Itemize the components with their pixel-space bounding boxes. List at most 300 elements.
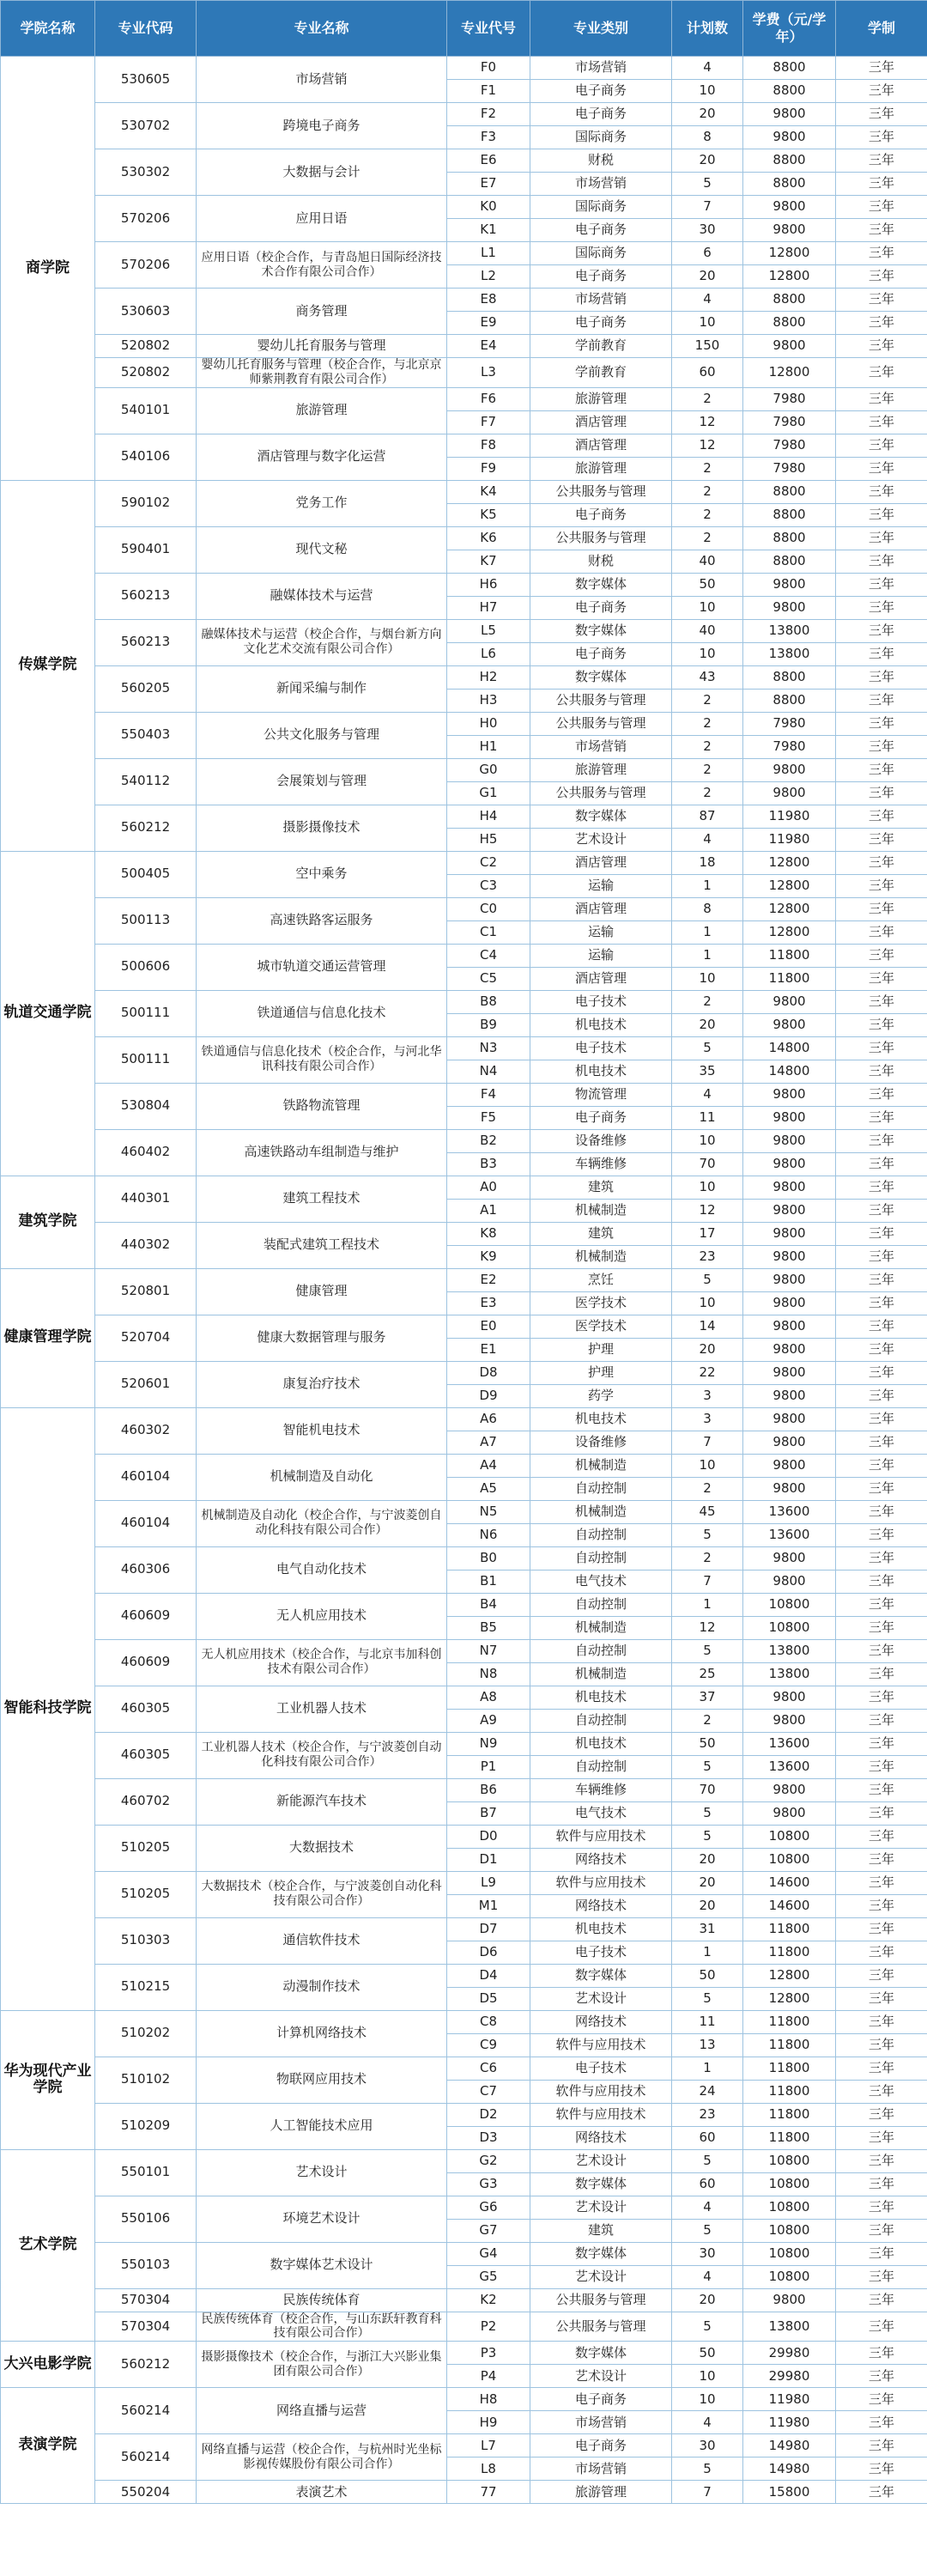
plan-count-cell: 50: [672, 1732, 743, 1755]
duration-cell: 三年: [836, 1801, 927, 1825]
tuition-cell: 9800: [743, 1083, 836, 1106]
tuition-cell: 29980: [743, 2342, 836, 2365]
duration-cell: 三年: [836, 596, 927, 619]
major-category-cell: 软件与应用技术: [530, 2103, 672, 2126]
tuition-cell: 9800: [743, 1315, 836, 1338]
major-id-cell: B3: [447, 1152, 530, 1176]
major-id-cell: P2: [447, 2312, 530, 2342]
tuition-cell: 9800: [743, 1361, 836, 1384]
plan-count-cell: 5: [672, 1268, 743, 1291]
tuition-cell: 11980: [743, 828, 836, 851]
plan-count-cell: 11: [672, 1106, 743, 1129]
major-id-cell: F9: [447, 457, 530, 480]
tuition-cell: 9800: [743, 1454, 836, 1477]
table-row: [1, 480, 927, 503]
major-category-cell: 软件与应用技术: [530, 1825, 672, 1848]
duration-cell: 三年: [836, 196, 927, 219]
major-category-cell: 电子商务: [530, 265, 672, 289]
plan-count-cell: 5: [672, 2458, 743, 2481]
major-name-cell: 动漫制作技术: [197, 1964, 447, 2010]
major-id-cell: C1: [447, 920, 530, 944]
plan-count-cell: 1: [672, 874, 743, 897]
duration-cell: 三年: [836, 1013, 927, 1036]
tuition-cell: 10800: [743, 2242, 836, 2265]
major-category-cell: 艺术设计: [530, 1987, 672, 2010]
major-category-cell: 电子商务: [530, 596, 672, 619]
major-id-cell: B4: [447, 1593, 530, 1616]
major-id-cell: H8: [447, 2388, 530, 2411]
plan-count-cell: 3: [672, 1407, 743, 1431]
table-row: [1, 1593, 927, 1616]
duration-cell: 三年: [836, 1616, 927, 1639]
major-category-cell: 车辆维修: [530, 1152, 672, 1176]
table-row: [1, 335, 927, 358]
major-id-cell: C9: [447, 2033, 530, 2057]
tuition-cell: 9800: [743, 573, 836, 596]
major-name-cell: 智能机电技术: [197, 1407, 447, 1454]
plan-count-cell: 2: [672, 689, 743, 712]
tuition-cell: 8800: [743, 80, 836, 103]
major-category-cell: 数字媒体: [530, 665, 672, 689]
plan-count-cell: 70: [672, 1778, 743, 1801]
college-name-cell: 健康管理学院: [1, 1268, 95, 1407]
tuition-cell: 9800: [743, 1431, 836, 1454]
major-id-cell: A4: [447, 1454, 530, 1477]
duration-cell: 三年: [836, 1848, 927, 1871]
plan-count-cell: 5: [672, 1801, 743, 1825]
major-category-cell: 电子商务: [530, 80, 672, 103]
major-code-cell: 500405: [95, 851, 197, 897]
major-name-cell: 网络直播与运营: [197, 2388, 447, 2434]
duration-cell: 三年: [836, 1686, 927, 1709]
major-id-cell: H7: [447, 596, 530, 619]
table-row: [1, 149, 927, 173]
plan-count-cell: 4: [672, 2265, 743, 2288]
table-row: [1, 1129, 927, 1152]
tuition-cell: 14800: [743, 1060, 836, 1083]
major-code-cell: 440302: [95, 1222, 197, 1268]
plan-count-cell: 12: [672, 410, 743, 434]
plan-count-cell: 60: [672, 2172, 743, 2196]
major-id-cell: P1: [447, 1755, 530, 1778]
major-name-cell: 酒店管理与数字化运营: [197, 434, 447, 480]
major-id-cell: D7: [447, 1917, 530, 1941]
college-name-cell: 传媒学院: [1, 480, 95, 851]
tuition-cell: 9800: [743, 990, 836, 1013]
major-category-cell: 财税: [530, 550, 672, 573]
major-name-cell: 新能源汽车技术: [197, 1778, 447, 1825]
major-id-cell: L3: [447, 358, 530, 388]
major-code-cell: 550106: [95, 2196, 197, 2242]
plan-count-cell: 4: [672, 289, 743, 312]
major-id-cell: C5: [447, 967, 530, 990]
duration-cell: 三年: [836, 1894, 927, 1917]
table-row: [1, 1917, 927, 1941]
tuition-cell: 9800: [743, 1199, 836, 1222]
plan-count-cell: 12: [672, 1199, 743, 1222]
major-name-cell: 空中乘务: [197, 851, 447, 897]
major-id-cell: G2: [447, 2149, 530, 2172]
major-code-cell: 510303: [95, 1917, 197, 1964]
major-code-cell: 530804: [95, 1083, 197, 1129]
duration-cell: 三年: [836, 2242, 927, 2265]
tuition-cell: 13600: [743, 1523, 836, 1546]
plan-count-cell: 7: [672, 196, 743, 219]
duration-cell: 三年: [836, 387, 927, 410]
major-id-cell: E2: [447, 1268, 530, 1291]
plan-count-cell: 20: [672, 1871, 743, 1894]
major-code-cell: 520802: [95, 358, 197, 388]
major-category-cell: 设备维修: [530, 1129, 672, 1152]
major-code-cell: 460305: [95, 1732, 197, 1778]
major-id-cell: B6: [447, 1778, 530, 1801]
plan-count-cell: 30: [672, 219, 743, 242]
major-name-cell: 工业机器人技术（校企合作，与宁波菱创自动化科技有限公司合作）: [197, 1732, 447, 1778]
duration-cell: 三年: [836, 2458, 927, 2481]
header-tuition: 学费（元/学年）: [743, 1, 836, 57]
plan-count-cell: 50: [672, 573, 743, 596]
plan-count-cell: 4: [672, 1083, 743, 1106]
major-name-cell: 融媒体技术与运营: [197, 573, 447, 619]
duration-cell: 三年: [836, 457, 927, 480]
major-id-cell: K8: [447, 1222, 530, 1245]
table-row: [1, 57, 927, 80]
tuition-cell: 8800: [743, 289, 836, 312]
plan-count-cell: 60: [672, 358, 743, 388]
tuition-cell: 12800: [743, 851, 836, 874]
major-category-cell: 公共服务与管理: [530, 2288, 672, 2312]
major-id-cell: E4: [447, 335, 530, 358]
tuition-cell: 7980: [743, 735, 836, 758]
table-row: [1, 1825, 927, 1848]
major-name-cell: 摄影摄像技术（校企合作，与浙江大兴影业集团有限公司合作）: [197, 2342, 447, 2388]
tuition-cell: 11980: [743, 2411, 836, 2434]
plan-count-cell: 1: [672, 1593, 743, 1616]
major-category-cell: 护理: [530, 1338, 672, 1361]
major-category-cell: 电气技术: [530, 1570, 672, 1593]
major-category-cell: 数字媒体: [530, 2242, 672, 2265]
major-code-cell: 510102: [95, 2057, 197, 2103]
plan-count-cell: 20: [672, 265, 743, 289]
major-name-cell: 婴幼儿托育服务与管理: [197, 335, 447, 358]
duration-cell: 三年: [836, 851, 927, 874]
tuition-cell: 11980: [743, 805, 836, 828]
tuition-cell: 11800: [743, 1917, 836, 1941]
plan-count-cell: 2: [672, 758, 743, 781]
major-name-cell: 无人机应用技术（校企合作，与北京韦加科创技术有限公司合作）: [197, 1639, 447, 1686]
tuition-cell: 10800: [743, 2265, 836, 2288]
tuition-cell: 9800: [743, 1546, 836, 1570]
table-row: [1, 1639, 927, 1662]
duration-cell: 三年: [836, 944, 927, 967]
major-code-cell: 570304: [95, 2288, 197, 2312]
tuition-cell: 10800: [743, 2219, 836, 2242]
major-category-cell: 网络技术: [530, 2010, 672, 2033]
plan-count-cell: 20: [672, 2288, 743, 2312]
major-code-cell: 510202: [95, 2010, 197, 2057]
duration-cell: 三年: [836, 2103, 927, 2126]
major-category-cell: 电子商务: [530, 219, 672, 242]
table-row: [1, 1315, 927, 1338]
table-row: [1, 2103, 927, 2126]
tuition-cell: 9800: [743, 1778, 836, 1801]
major-name-cell: 会展策划与管理: [197, 758, 447, 805]
plan-count-cell: 5: [672, 1755, 743, 1778]
plan-count-cell: 14: [672, 1315, 743, 1338]
duration-cell: 三年: [836, 1361, 927, 1384]
major-category-cell: 运输: [530, 874, 672, 897]
major-id-cell: D2: [447, 2103, 530, 2126]
major-category-cell: 酒店管理: [530, 851, 672, 874]
major-name-cell: 电气自动化技术: [197, 1546, 447, 1593]
major-name-cell: 数字媒体艺术设计: [197, 2242, 447, 2288]
duration-cell: 三年: [836, 1152, 927, 1176]
tuition-cell: 14600: [743, 1871, 836, 1894]
major-name-cell: 铁道通信与信息化技术: [197, 990, 447, 1036]
major-id-cell: N7: [447, 1639, 530, 1662]
major-id-cell: D4: [447, 1964, 530, 1987]
tuition-cell: 8800: [743, 149, 836, 173]
major-name-cell: 无人机应用技术: [197, 1593, 447, 1639]
plan-count-cell: 50: [672, 2342, 743, 2365]
duration-cell: 三年: [836, 920, 927, 944]
tuition-cell: 8800: [743, 480, 836, 503]
major-id-cell: H1: [447, 735, 530, 758]
tuition-cell: 9800: [743, 1477, 836, 1500]
plan-count-cell: 45: [672, 1500, 743, 1523]
plan-count-cell: 10: [672, 1291, 743, 1315]
header-major-code: 专业代码: [95, 1, 197, 57]
major-id-cell: L9: [447, 1871, 530, 1894]
table-row: [1, 944, 927, 967]
duration-cell: 三年: [836, 173, 927, 196]
plan-count-cell: 5: [672, 2149, 743, 2172]
major-id-cell: B8: [447, 990, 530, 1013]
tuition-cell: 8800: [743, 173, 836, 196]
tuition-cell: 15800: [743, 2481, 836, 2504]
plan-count-cell: 5: [672, 1825, 743, 1848]
tuition-cell: 12800: [743, 874, 836, 897]
tuition-cell: 9800: [743, 1268, 836, 1291]
table-row: [1, 1964, 927, 1987]
duration-cell: 三年: [836, 2481, 927, 2504]
tuition-cell: 7980: [743, 387, 836, 410]
major-id-cell: A8: [447, 1686, 530, 1709]
major-id-cell: G6: [447, 2196, 530, 2219]
major-code-cell: 540112: [95, 758, 197, 805]
major-name-cell: 党务工作: [197, 480, 447, 526]
tuition-cell: 9800: [743, 103, 836, 126]
tuition-cell: 13800: [743, 2312, 836, 2342]
plan-count-cell: 5: [672, 1523, 743, 1546]
table-row: [1, 1407, 927, 1431]
plan-count-cell: 5: [672, 2219, 743, 2242]
major-name-cell: 铁路物流管理: [197, 1083, 447, 1129]
major-code-cell: 550101: [95, 2149, 197, 2196]
tuition-cell: 9800: [743, 1570, 836, 1593]
major-code-cell: 510205: [95, 1825, 197, 1871]
plan-count-cell: 2: [672, 457, 743, 480]
major-category-cell: 电子商务: [530, 103, 672, 126]
major-id-cell: K7: [447, 550, 530, 573]
major-code-cell: 560213: [95, 619, 197, 665]
major-category-cell: 数字媒体: [530, 2342, 672, 2365]
major-id-cell: E3: [447, 1291, 530, 1315]
major-code-cell: 570206: [95, 242, 197, 289]
major-category-cell: 网络技术: [530, 2126, 672, 2149]
major-name-cell: 健康大数据管理与服务: [197, 1315, 447, 1361]
tuition-cell: 8800: [743, 526, 836, 550]
duration-cell: 三年: [836, 1546, 927, 1570]
plan-count-cell: 31: [672, 1917, 743, 1941]
plan-count-cell: 23: [672, 2103, 743, 2126]
plan-count-cell: 4: [672, 2411, 743, 2434]
duration-cell: 三年: [836, 289, 927, 312]
duration-cell: 三年: [836, 1871, 927, 1894]
tuition-cell: 10800: [743, 1825, 836, 1848]
plan-count-cell: 12: [672, 434, 743, 457]
major-id-cell: F3: [447, 126, 530, 149]
major-category-cell: 艺术设计: [530, 2149, 672, 2172]
major-id-cell: F4: [447, 1083, 530, 1106]
duration-cell: 三年: [836, 2080, 927, 2103]
tuition-cell: 13800: [743, 1639, 836, 1662]
major-category-cell: 公共服务与管理: [530, 526, 672, 550]
major-name-cell: 大数据技术（校企合作，与宁波菱创自动化科技有限公司合作）: [197, 1871, 447, 1917]
major-code-cell: 530302: [95, 149, 197, 196]
tuition-cell: 10800: [743, 2149, 836, 2172]
major-id-cell: C2: [447, 851, 530, 874]
duration-cell: 三年: [836, 1245, 927, 1268]
major-category-cell: 运输: [530, 944, 672, 967]
duration-cell: 三年: [836, 689, 927, 712]
major-category-cell: 电子商务: [530, 503, 672, 526]
major-id-cell: F7: [447, 410, 530, 434]
table-row: [1, 2149, 927, 2172]
plan-count-cell: 1: [672, 944, 743, 967]
major-name-cell: 机械制造及自动化（校企合作，与宁波菱创自动化科技有限公司合作）: [197, 1500, 447, 1546]
table-row: [1, 665, 927, 689]
major-category-cell: 电子商务: [530, 642, 672, 665]
major-code-cell: 530605: [95, 57, 197, 103]
tuition-cell: 12800: [743, 1987, 836, 2010]
major-category-cell: 旅游管理: [530, 457, 672, 480]
college-name-cell: 华为现代产业学院: [1, 2010, 95, 2149]
major-category-cell: 电子技术: [530, 2057, 672, 2080]
tuition-cell: 10800: [743, 2172, 836, 2196]
major-id-cell: L7: [447, 2434, 530, 2458]
plan-count-cell: 10: [672, 80, 743, 103]
duration-cell: 三年: [836, 1639, 927, 1662]
table-row: [1, 1454, 927, 1477]
plan-count-cell: 25: [672, 1662, 743, 1686]
table-row: [1, 2057, 927, 2080]
duration-cell: 三年: [836, 126, 927, 149]
plan-count-cell: 20: [672, 1894, 743, 1917]
duration-cell: 三年: [836, 1431, 927, 1454]
header-major-category: 专业类别: [530, 1, 672, 57]
major-category-cell: 机电技术: [530, 1407, 672, 1431]
duration-cell: 三年: [836, 480, 927, 503]
duration-cell: 三年: [836, 503, 927, 526]
major-category-cell: 护理: [530, 1361, 672, 1384]
college-name-cell: 轨道交通学院: [1, 851, 95, 1176]
duration-cell: 三年: [836, 1964, 927, 1987]
major-id-cell: D3: [447, 2126, 530, 2149]
major-name-cell: 高速铁路客运服务: [197, 897, 447, 944]
plan-count-cell: 60: [672, 2126, 743, 2149]
major-id-cell: N4: [447, 1060, 530, 1083]
table-row: [1, 2342, 927, 2365]
duration-cell: 三年: [836, 990, 927, 1013]
table-row: [1, 1732, 927, 1755]
duration-cell: 三年: [836, 805, 927, 828]
duration-cell: 三年: [836, 897, 927, 920]
major-code-cell: 560205: [95, 665, 197, 712]
duration-cell: 三年: [836, 1662, 927, 1686]
major-id-cell: L8: [447, 2458, 530, 2481]
major-name-cell: 新闻采编与制作: [197, 665, 447, 712]
major-id-cell: B2: [447, 1129, 530, 1152]
plan-count-cell: 6: [672, 242, 743, 265]
header-duration: 学制: [836, 1, 927, 57]
duration-cell: 三年: [836, 2033, 927, 2057]
tuition-cell: 9800: [743, 1686, 836, 1709]
college-name-cell: 商学院: [1, 57, 95, 481]
major-code-cell: 500113: [95, 897, 197, 944]
major-id-cell: D6: [447, 1941, 530, 1964]
college-name-cell: 建筑学院: [1, 1176, 95, 1268]
major-code-cell: 530702: [95, 103, 197, 149]
plan-count-cell: 12: [672, 1616, 743, 1639]
duration-cell: 三年: [836, 1384, 927, 1407]
duration-cell: 三年: [836, 1036, 927, 1060]
duration-cell: 三年: [836, 1709, 927, 1732]
major-id-cell: K1: [447, 219, 530, 242]
major-category-cell: 公共服务与管理: [530, 781, 672, 805]
table-row: [1, 2010, 927, 2033]
major-id-cell: K4: [447, 480, 530, 503]
tuition-cell: 11800: [743, 2033, 836, 2057]
major-category-cell: 旅游管理: [530, 758, 672, 781]
plan-count-cell: 5: [672, 1639, 743, 1662]
table-row: [1, 1222, 927, 1245]
tuition-cell: 7980: [743, 434, 836, 457]
duration-cell: 三年: [836, 1454, 927, 1477]
major-category-cell: 数字媒体: [530, 573, 672, 596]
college-name-cell: 表演学院: [1, 2388, 95, 2504]
plan-count-cell: 2: [672, 1477, 743, 1500]
major-id-cell: G5: [447, 2265, 530, 2288]
tuition-cell: 11800: [743, 1941, 836, 1964]
duration-cell: 三年: [836, 1477, 927, 1500]
table-row: [1, 897, 927, 920]
major-name-cell: 机械制造及自动化: [197, 1454, 447, 1500]
plan-count-cell: 5: [672, 173, 743, 196]
major-category-cell: 电子商务: [530, 2388, 672, 2411]
tuition-cell: 10800: [743, 1848, 836, 1871]
major-category-cell: 软件与应用技术: [530, 2080, 672, 2103]
major-id-cell: 77: [447, 2481, 530, 2504]
major-category-cell: 机械制造: [530, 1500, 672, 1523]
plan-count-cell: 10: [672, 2388, 743, 2411]
plan-count-cell: 2: [672, 712, 743, 735]
plan-count-cell: 24: [672, 2080, 743, 2103]
plan-count-cell: 43: [672, 665, 743, 689]
major-id-cell: L2: [447, 265, 530, 289]
tuition-cell: 13800: [743, 1662, 836, 1686]
tuition-cell: 9800: [743, 781, 836, 805]
